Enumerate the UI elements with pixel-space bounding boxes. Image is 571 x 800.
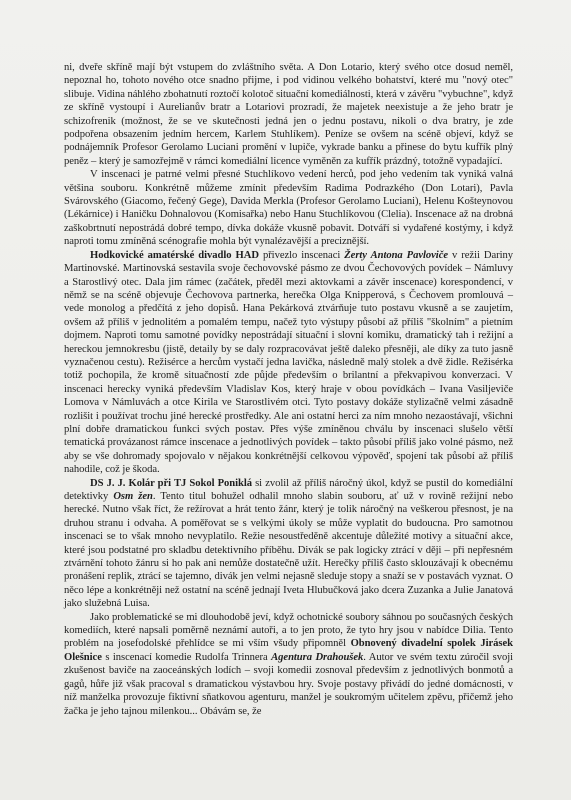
paragraph-text: s inscenací komedie Rudolfa Trinnera	[101, 651, 272, 663]
ensemble-name: Obnovený divadelní spolek Jirásek Olešnice	[64, 638, 513, 663]
play-title: Žerty Antona Pavloviče	[344, 249, 448, 261]
paragraph-text: Jako problematické se mi dlouhodobě jeví, když ochotnické soubory sáhnou po současných českých komediích, které napsali poměrně neznámí autoři, a to jen proto, že tyto hry jsou v nabídce Dilia. Tento problém na josefodolské přehlídce se mi vším všudy připomněl	[64, 611, 513, 650]
paragraph	[64, 168, 513, 248]
ensemble-name: DS J. J. Kolár při TJ Sokol Poniklá	[90, 477, 252, 489]
paragraph	[64, 611, 513, 718]
paragraph-text: v režii Dariny Martinovské. Martinovská sestavila svoje čechovovské pásmo ze dvou Čechovových povídek – Námluvy a Starostlivý otec. Dala jim rámec (začátek, předěl mezi aktovkami a závěr inscenace) korespondencí, v němž se na scéně objevuje Čechovova partnerka, herečka Olga Knipperová, s Čechovem promlouvá – vede monolog a předčítá z jeho dopisů. Hana Pekárková ztvárňuje tuto postavu vkusně a se zaujetím, ovšem až příliš v jednolitém a pomalém tempu, načež tyto výstupy působí až příliš "školním" a pietním dojmem. Naproti tomu samotné povídky nepostrádají situační i slovní komiku, dramatický tah i režijní a hereckou jemnokresbu (jistě, detaily by se daly rozpracovávat ještě daleko přesněji, ale díky za tuto jasně vyznačenou cestu). Režisérce a hercům vystačí jedna lavička, následně malý stolek a dvě židle. Režisérka totiž pochopila, že kromě situačností zde půjde především o brilantní a překvapivou konverzaci. V inscenaci herecky vyniká především Vladislav Kos, který hraje v obou povídkách – Ivana Vasiljeviče Lomova v Námluvách a otce Kirila ve Starostlivém otci. Tyto postavy dokáže stylizačně velmi zásadně rozlišit i používat trochu jiné herecké prostředky. Ale ani ostatní herci za ním mnoho nezaostávají, všichni plní dobře dramatickou funkci svých postav. Přes výše zmíněnou chválu by inscenaci slušelo větší tematická provázanost rámce inscenace a jednotlivých povídek – takto působí příliš jako volné pásmo, než aby se vše dohromady spojovalo v nějakou konkrétnější celkovou výpověď, spojení tak působí až příliš nahodile, což je škoda.	[64, 249, 513, 476]
paragraph	[64, 61, 513, 168]
play-title: Osm žen	[113, 491, 153, 502]
document-body	[64, 61, 513, 718]
paragraph-text: V inscenaci je patrné velmi přesné Stuchlíkovo vedení herců, pod jeho vedením tak vyniká valná většina souboru. Konkrétně můžeme zmínit především Radima Podrazkého (Don Lotari), Pavla Svárovského (Giacomo, řečený Gege), Davida Merkla (Profesor Gerolamo Luciani), Helenu Košteynovou (Lékárnice) i Haničku Dohnalovou (Komisařka) nebo Hanu Stuchlíkovou (Clelia). Inscenace až na drobná zaškobrtnutí nepostrádá dobré tempo, dívka dokáže vkusně pobavit. Dotváří si vydařené kostýmy, i když naproti tomu zmíněná scénografie mohla být vynalézavější a preciznější.	[64, 169, 513, 248]
paragraph-text: ni, dveře skříně mají být vstupem do zvláštního světa. A Don Lotario, který svého otce dosud neměl, nepoznal ho, tohoto nového otce snadno přijme, i pod vidinou velkého bohatství, které mu "nový otec" slibuje. Vidina náhlého zbohatnutí roztočí kolotoč situační komediálnosti, která v závěru "vybuchne", když ze skříně vystoupí i Aurelianův bratr a Lotariovi prozradí, že majetek neexistuje a že jeho bratr je schizofrenik (možnost, že se ve skutečnosti jedná jen o jednu postavu, nikoli o dva bratry, je zde podpořena obsazením jedním hercem, Karlem Stuhlíkem). Peníze se ovšem na scéně objeví, když se podnájemník Profesor Gerolamo Luciani promění v lupiče, vykrade banku a přinese do bytu kufřík plný peněz – který je samozřejmě v rámci komediální licence vyměněn za kufřík prázdný, totožně vypadající.	[64, 62, 513, 167]
paragraph	[64, 249, 513, 477]
play-title: Agentura Drahoušek	[271, 651, 364, 663]
paragraph-text: si zvolil až příliš náročný úkol, když se pustil do komediální detektivky	[64, 477, 513, 502]
paragraph-text: . Autor ve svém textu zúročil svoji zkušenost baviče na zaoceánských lodích – svoji komedii zosnoval především z jednotlivých bonmotů a gagů, hůře již však pracoval s dramatickou výstavbou hry. Svoje postavy přivádí do jedné domácnosti, v níž manželka provozuje fiktivní sňatkovou agenturu, manžel je soukromým učitelem zpěvu, přičemž jeho žačka je jeho tajnou milenkou... Obávám se, že	[64, 651, 513, 717]
paragraph-text: . Tento titul bohužel odhalil mnoho slabin souboru, ať už v rovině režijní nebo herecké. Nutno však říct, že režírovat a hrát tento žánr, který je tolik náročný na veškerou přesnost, je na druhou stranu i odvaha. A poměřovat se s velkými úkoly se může vyplatit do budoucna. Pro samotnou inscenaci se to však mnoho nevyplatilo. Režie nesoustředěně akcentuje důležité motivy a situační akce, které jsou podstatné pro skladbu detektivního příběhu. Divák se pak logicky ztrácí v ději – při nepřesném ztvárnění tohoto žánru si ho pak ani nemůže dostatečně užít. Herečky příliš často sklouzávají k obecnému pronášení replik, ztrácí se tajemno, divák jen velmi nejasně sleduje stopy a snaží se v postavách vyznat. O něco lépe a konkrétněji než ostatní na scéně jednají Iveta Hlubučková jako dcera Zuzanka a Julie Janatová jako služebná Luisa.	[64, 491, 513, 610]
paragraph	[64, 477, 513, 611]
paragraph-text: přivezlo inscenaci	[258, 249, 345, 261]
ensemble-name: Hodkovické amatérské divadlo HAD	[90, 249, 259, 261]
